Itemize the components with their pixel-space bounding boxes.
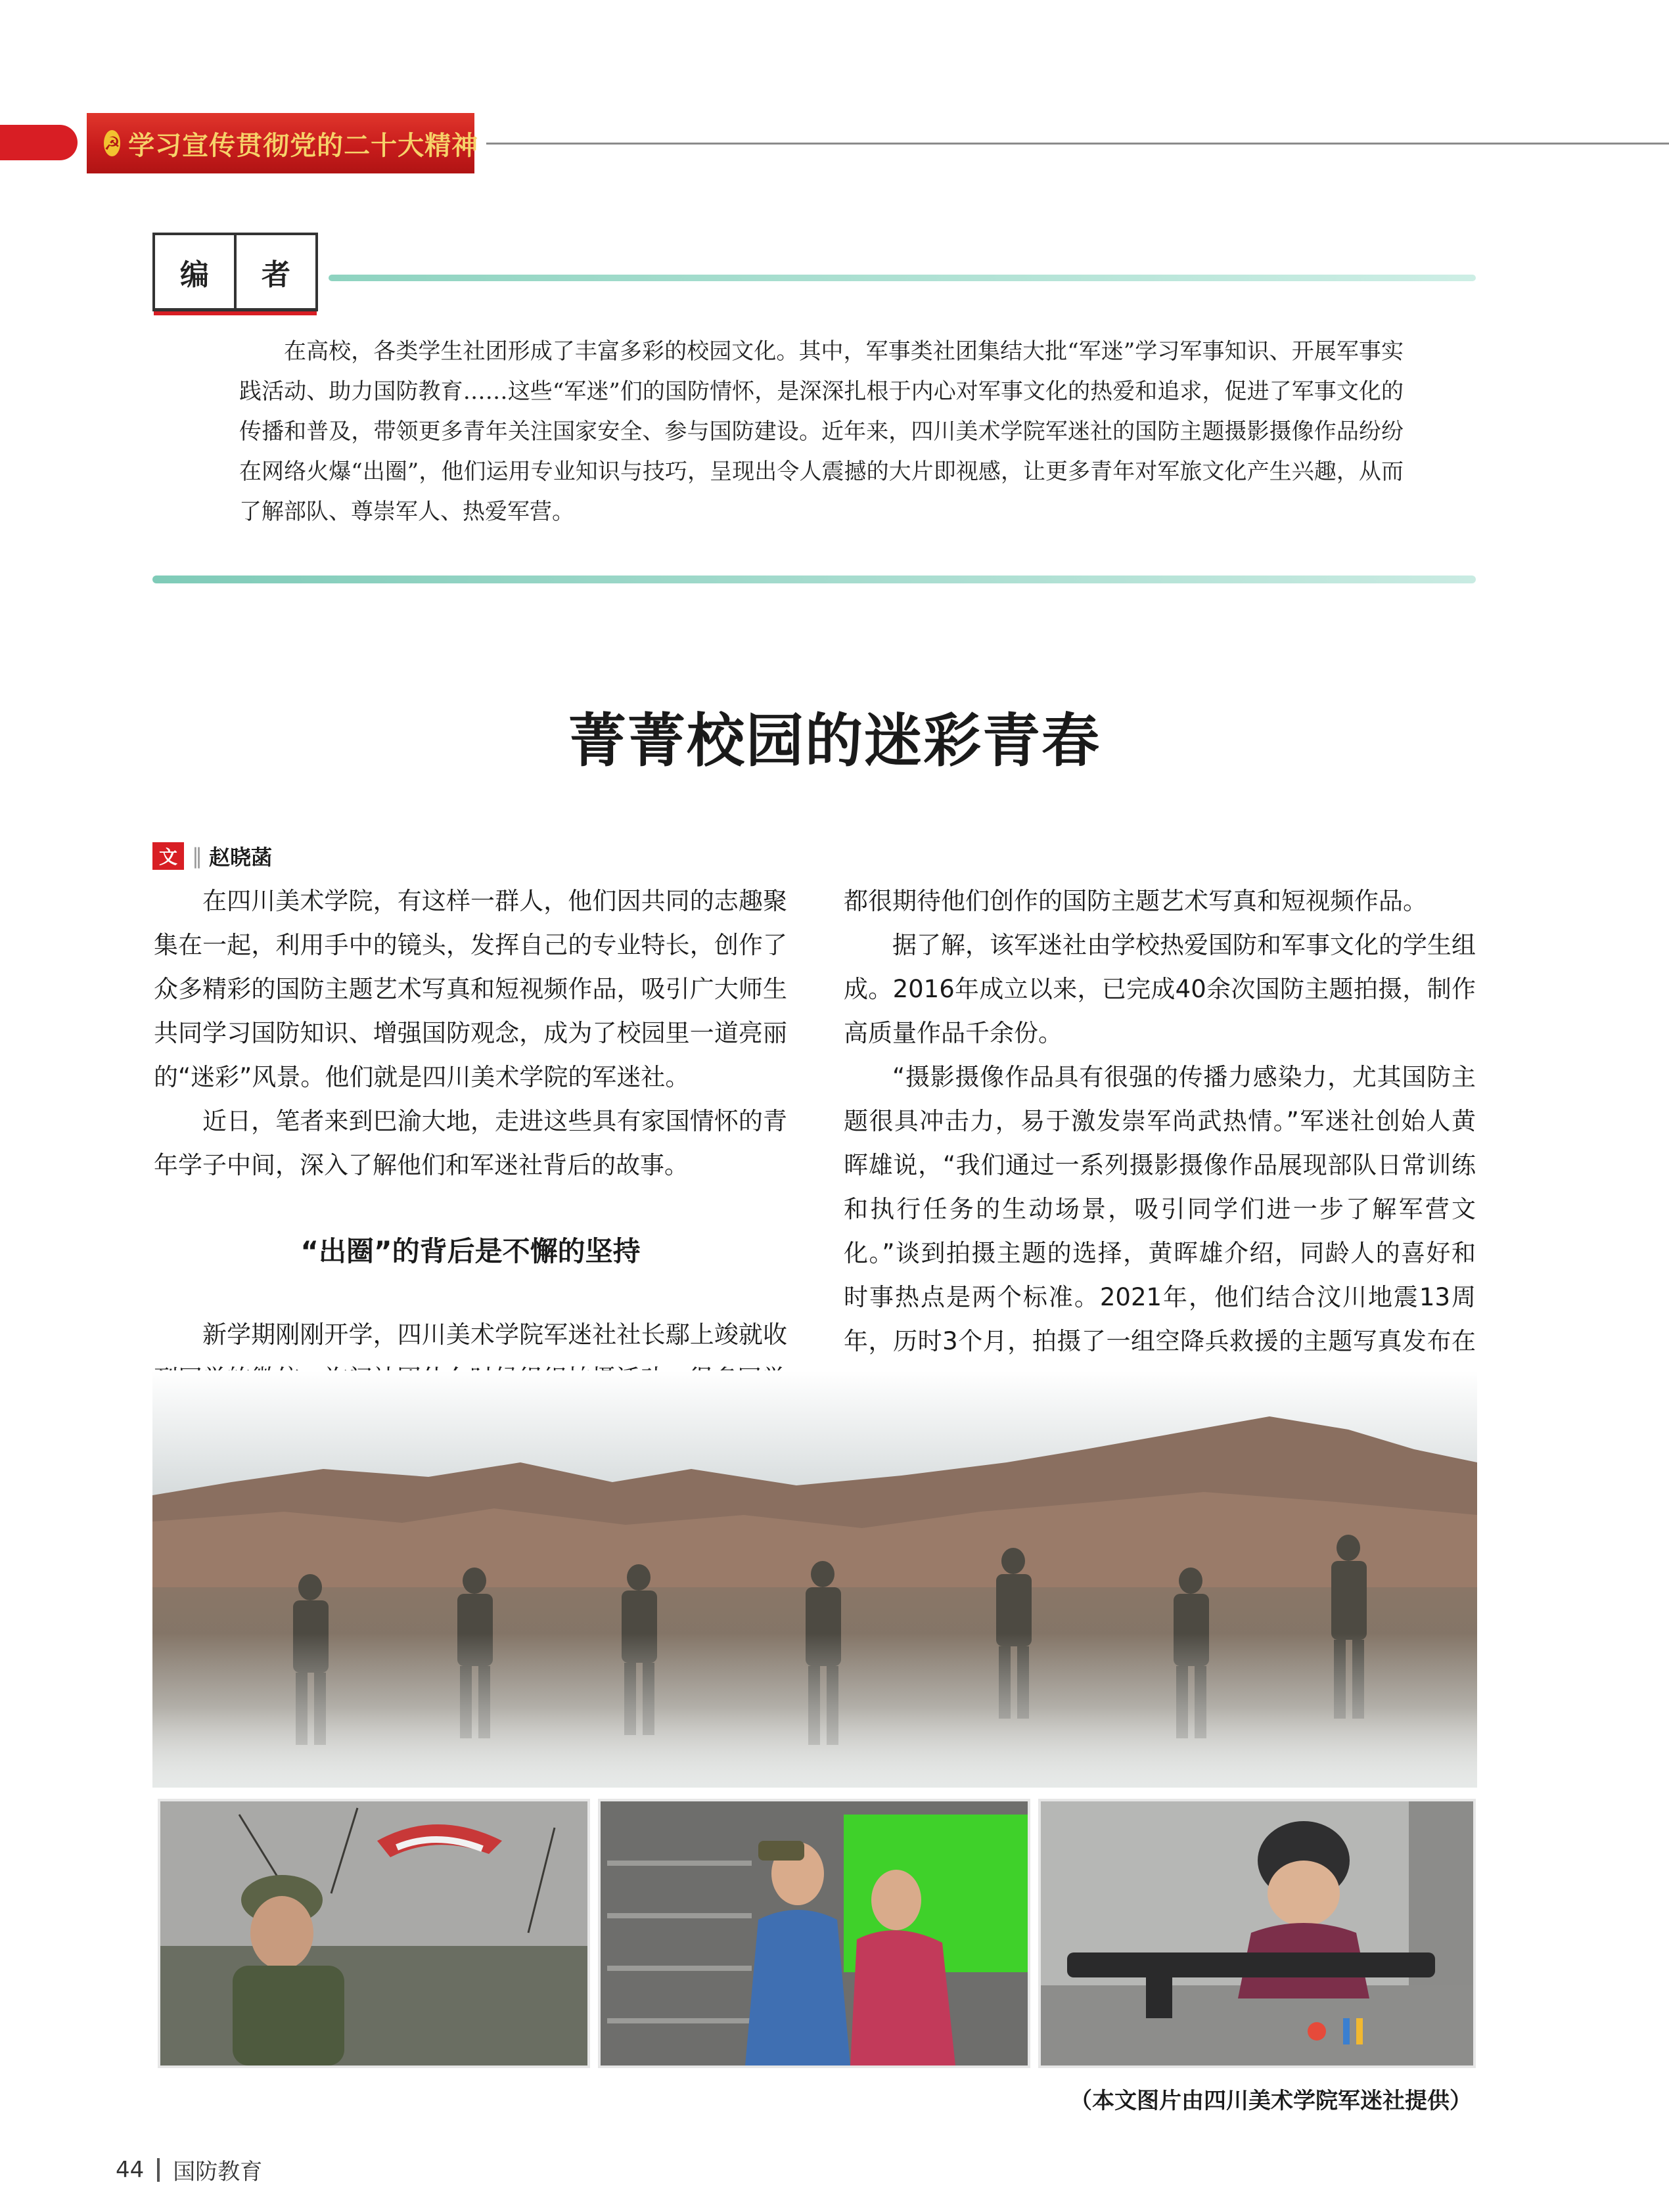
hero-photo-art (152, 1370, 1477, 1788)
photo-paratrooper-art (160, 1801, 587, 2065)
paragraph: 新学期刚刚开学，四川美术学院军迷社社长鄢上竣就收 (202, 1320, 787, 1349)
party-emblem-icon: ☭ (104, 130, 120, 156)
paragraph: 据了解，该军迷社由学校热爱国防和军事文化的学生组成。2016年成立以来，已完成40余次国防主题拍摄，制作高质量作品千余份。 (844, 931, 1476, 1047)
magazine-name: 国防教育 (173, 2159, 263, 2185)
author-name: 赵晓菡 (209, 845, 273, 870)
editor-rule-top (329, 275, 1476, 281)
photo-caption: （本文图片由四川美术学院军迷社提供） (1070, 2088, 1472, 2114)
author-tag: 文 (152, 842, 184, 870)
paragraph: 近日，笔者来到巴渝大地，走进这些具有家国情怀的青年学子中间，深入了解他们和军迷社背后的故事。 (154, 1107, 787, 1179)
photo-students-greenscreen (598, 1799, 1030, 2068)
author-line (152, 841, 272, 871)
header-rule (486, 143, 1669, 145)
hero-photo-soldiers (152, 1370, 1477, 1788)
editor-label-left: 编 (180, 258, 209, 292)
author-divider: ‖ (192, 844, 202, 869)
header-title: 学习宣传贯彻党的二十大精神 (128, 129, 479, 161)
editor-rule-bottom (152, 576, 1476, 583)
footer-divider (157, 2158, 160, 2182)
right-column (844, 879, 1476, 1407)
header-red-tab (0, 125, 78, 160)
paragraph: “摄影摄像作品具有很强的传播力感染力，尤其国防主题很具冲击力，易于激发崇军尚武热情。”军迷社创始人黄晖雄说，“我们通过一系列摄影摄像作品展现部队日常训练和执行任务的生动场景，吸引同学们进一步了解军营文化。”谈到拍摄主题的选择，黄晖雄介绍，同龄人的喜好和时事热点是两个标准。2021年，他们结合汶川地震13周年，历时3个月，拍摄了一组空降兵救援的主题写真发布在 (844, 1063, 1476, 1355)
page-footer (116, 2154, 262, 2186)
editor-note-text: 在高校，各类学生社团形成了丰富多彩的校园文化。其中，军事类社团集结大批“军迷”学习军事知识、开展军事实践活动、助力国防教育……这些“军迷”们的国防情怀，是深深扎根于内心对军事文化的热爱和追求，促进了军事文化的传播和普及，带领更多青年关注国家安全、参与国防建设。近年来，四川美术学院军迷社的国防主题摄影摄像作品纷纷在网络火爆“出圈”，他们运用专业知识与技巧，呈现出令人震撼的大片即视感，让更多青年对军旅文化产生兴趣，从而了解部队、尊崇军人、热爱军营。 (239, 338, 1404, 525)
photo-student-rifle-assembly (1038, 1799, 1476, 2068)
article-title: 菁菁校园的迷彩青春 (568, 707, 1101, 775)
editor-label-right: 者 (234, 235, 315, 308)
section-subheading: “出圈”的背后是不懈的坚持 (300, 1235, 641, 1267)
paragraph: 在四川美术学院，有这样一群人，他们因共同的志趣聚集在一起，利用手中的镜头，发挥自己的专业特长，创作了众多精彩的国防主题艺术写真和短视频作品，吸引广大师生共同学习国防知识、增强国防观念，成为了校园里一道亮丽的“迷彩”风景。他们就是四川美术学院的军迷社。 (154, 887, 787, 1091)
header-banner (87, 113, 479, 173)
photo-student-rifle-assembly-art (1041, 1801, 1473, 2065)
photo-paratrooper (158, 1799, 590, 2068)
left-column-top (154, 879, 787, 1187)
photo-students-greenscreen-art (601, 1801, 1028, 2065)
page-number: 44 (116, 2156, 145, 2183)
editor-book-label (152, 233, 318, 311)
paragraph-continuation: 都很期待他们创作的国防主题艺术写真和短视频作品。 (844, 887, 1427, 915)
